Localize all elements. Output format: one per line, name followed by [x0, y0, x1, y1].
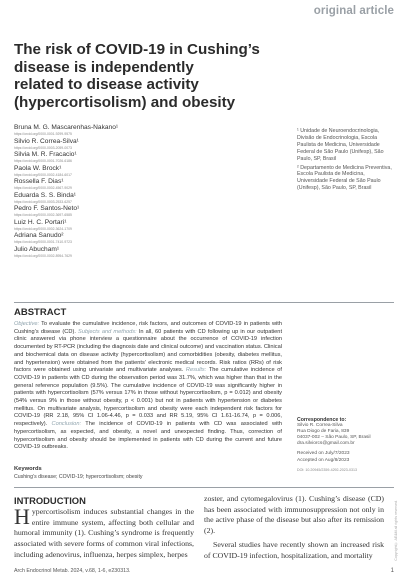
author-orcid-link[interactable]: https://orcid.org/0000-0002-3624-1709 — [14, 226, 72, 231]
abstract-objective-label: Objective: — [14, 321, 40, 327]
author-entry — [14, 165, 284, 179]
author-orcid-link[interactable]: https://orcid.org/0000-0002-4567-9029 — [14, 186, 72, 190]
author-entry — [14, 178, 284, 192]
author-entry — [14, 138, 284, 152]
author-orcid-link[interactable]: https://orcid.org/0000-0002-8954-7629 — [14, 253, 72, 258]
abstract-results-label: Results: — [183, 367, 207, 374]
author-name[interactable]: Adriana Sanudo² — [14, 232, 64, 239]
journal-footer: Arch Endocrinol Metab. 2024, v.68, 1-6, e230313. — [14, 568, 131, 574]
accepted-date: Accepted on Aug/8/2023 — [297, 457, 350, 463]
abstract-heading: ABSTRACT — [14, 307, 67, 318]
author-entry — [14, 205, 284, 219]
divider — [14, 487, 394, 488]
correspondence-line: Rua Diogo de Faria, 839 — [297, 429, 350, 435]
abstract-methods-label: Subjects and methods: — [75, 328, 137, 335]
dropcap-letter: H — [14, 504, 30, 529]
article-title — [14, 41, 284, 111]
abstract-conclusion-text: The incidence of COVID-19 in patients with CD was associated with hypercortisolism, as expected, and obesity, a novel and unexpected finding. Thus, correction of hypercortisolism and obesity should be implemented in patients with CD during the current and future COVID-19 outbreaks. — [14, 421, 282, 451]
author-name[interactable]: Silvio R. Correa-Silva¹ — [14, 137, 79, 145]
author-name[interactable]: Bruna M. G. Mascarenhas-Nakano¹ — [14, 124, 119, 131]
intro-paragraph: Several studies have recently shown an increased risk of COVID-19 infection, hospitalization, and mortality — [204, 539, 384, 560]
correspondence-email[interactable]: dra.silviorcs@gmail.com.br — [297, 441, 355, 447]
author-list — [14, 124, 284, 259]
copyright-note: Copyright© AE&M all rights reserved. — [394, 500, 398, 561]
title-line: (hypercortisolism) and obesity — [14, 93, 236, 111]
author-entry — [14, 246, 284, 260]
author-entry — [14, 124, 284, 138]
correspondence-line: Silvio R. Correa-Silva — [297, 423, 343, 429]
abstract-objective-text: To evaluate the cumulative incidence, risk factors, and outcomes of COVID-19 in patients with Cushing’s disease (CD). — [14, 321, 282, 335]
author-name[interactable]: Julio Abucham¹ — [14, 245, 60, 253]
author-entry — [14, 232, 284, 246]
divider — [14, 302, 394, 303]
abstract-conclusion-label: Conclusion: — [47, 421, 82, 428]
introduction-heading: INTRODUCTION — [14, 495, 86, 506]
author-orcid-link[interactable]: https://orcid.org/0000-0001-7410-9723 — [14, 240, 72, 244]
page-number: 1 — [390, 568, 394, 574]
author-orcid-link[interactable]: https://orcid.org/0000-0003-2533-6257 — [14, 199, 72, 204]
author-name[interactable]: Rossella F. Dias¹ — [14, 178, 64, 185]
author-name[interactable]: Luiz H. C. Portari¹ — [14, 218, 67, 226]
correspondence-block — [297, 417, 397, 473]
author-name[interactable]: Eduarda S. S. Binda¹ — [14, 191, 76, 199]
title-line: disease is independently — [14, 58, 194, 76]
abstract-results-text: The cumulative incidence of COVID-19 in patients with CD during the observation period was 31.7%, which was higher than that in the general reference population (9.5%). The cumulative incidence of COVID-19 was significantly higher in patients with hypercortisolism (57% versus 17% in those without hypercortisolism, p = 0.012) and obesity (54% versus 9% in those without obesity, p < 0.001) but not in patients with hypertension or diabetes mellitus. On multivariate analysis, hypercortisolism and obesity were each independent risk factors for COVID-19 (RR 2.18, 95% CI 1.06-4.46, p = 0.033 and RR 5.19, 95% CI 1.61-16.74, p = 0.006, respectively). — [14, 367, 282, 428]
affiliations — [297, 128, 397, 194]
author-name[interactable]: Pedro F. Santos-Neto¹ — [14, 205, 80, 212]
abstract-body — [14, 321, 282, 452]
introduction-col-2 — [204, 494, 384, 561]
author-name[interactable]: Paola W. Brock¹ — [14, 164, 62, 172]
correspondence-heading: Correspondence to: — [297, 417, 347, 423]
keywords-heading: Keywords — [14, 466, 42, 472]
intro-paragraph: ypercortisolism induces substantial changes in the entire immune system, affecting both cellular and humoral immunity (1). Cushing’s syndrome is frequently associated with severe forms of common viral infections, including adenovirus, influenza, herpes simplex, herpes — [14, 507, 194, 559]
author-entry — [14, 219, 284, 233]
author-orcid-link[interactable]: https://orcid.org/0000-0001-7026-6186 — [14, 159, 72, 163]
abstract-methods-text: In all, 60 patients with CD following up in our outpatient clinic answered via phone interview a questionnaire about the occurrence of COVID-19 infection documented by RT-PCR (including the diagnosis date and clinical outcome) and vaccination status. Clinical and biochemical data on disease activity (hypercortisolism) and comorbidities (obesity, diabetes mellitus, and hypertension) were obtained from the patients’ electronic medical records. Risk ratios (RRs) of risk factors were obtained using univariate and multivariate analyses. — [14, 328, 283, 374]
affiliation-2: ² Departamento de Medicina Preventiva, Escola Paulista de Medicina, Universidade Federal de São Paulo (Unifesp), São Paulo, SP, Brasil — [297, 164, 392, 192]
author-orcid-link[interactable]: https://orcid.org/0000-0003-2059-0073 — [14, 145, 72, 150]
author-orcid-link[interactable]: https://orcid.org/0000-0002-4184-6017 — [14, 172, 72, 177]
author-orcid-link[interactable]: https://orcid.org/0000-0002-3697-6585 — [14, 213, 72, 217]
top-bar — [0, 0, 408, 22]
doi-link[interactable]: DOI: 10.20945/2359-4292-2023-0313 — [297, 467, 357, 472]
affiliation-1: ¹ Unidade de Neuroendocrinologia, Divisão de Endocrinologia, Escola Paulista de Medicina, Universidade Federal de São Paulo (Unifesp), São Paulo, SP, Brasil — [297, 128, 384, 162]
title-line: related to disease activity — [14, 76, 199, 94]
title-line: The risk of COVID-19 in Cushing’s — [14, 41, 260, 58]
correspondence-line: 04037-002 – São Paulo, SP, Brasil — [297, 435, 371, 441]
author-orcid-link[interactable]: https://orcid.org/0000-0001-9299-9575 — [14, 132, 72, 136]
introduction-col-1 — [14, 504, 194, 561]
author-entry — [14, 192, 284, 206]
author-name[interactable]: Silvia M. R. Fracacio¹ — [14, 151, 77, 158]
intro-paragraph: zoster, and cytomegalovirus (1). Cushing’s disease (CD) has been associated with immunosuppression not only in the active phase of the disease but also after its remission (2). — [204, 494, 384, 536]
article-type-label: original article — [313, 5, 394, 17]
keywords-text: Cushing’s disease; COVID-19; hypercortisolism; obesity — [14, 474, 143, 480]
received-date: Received on July/7/2023 — [297, 451, 350, 457]
author-entry — [14, 151, 284, 165]
